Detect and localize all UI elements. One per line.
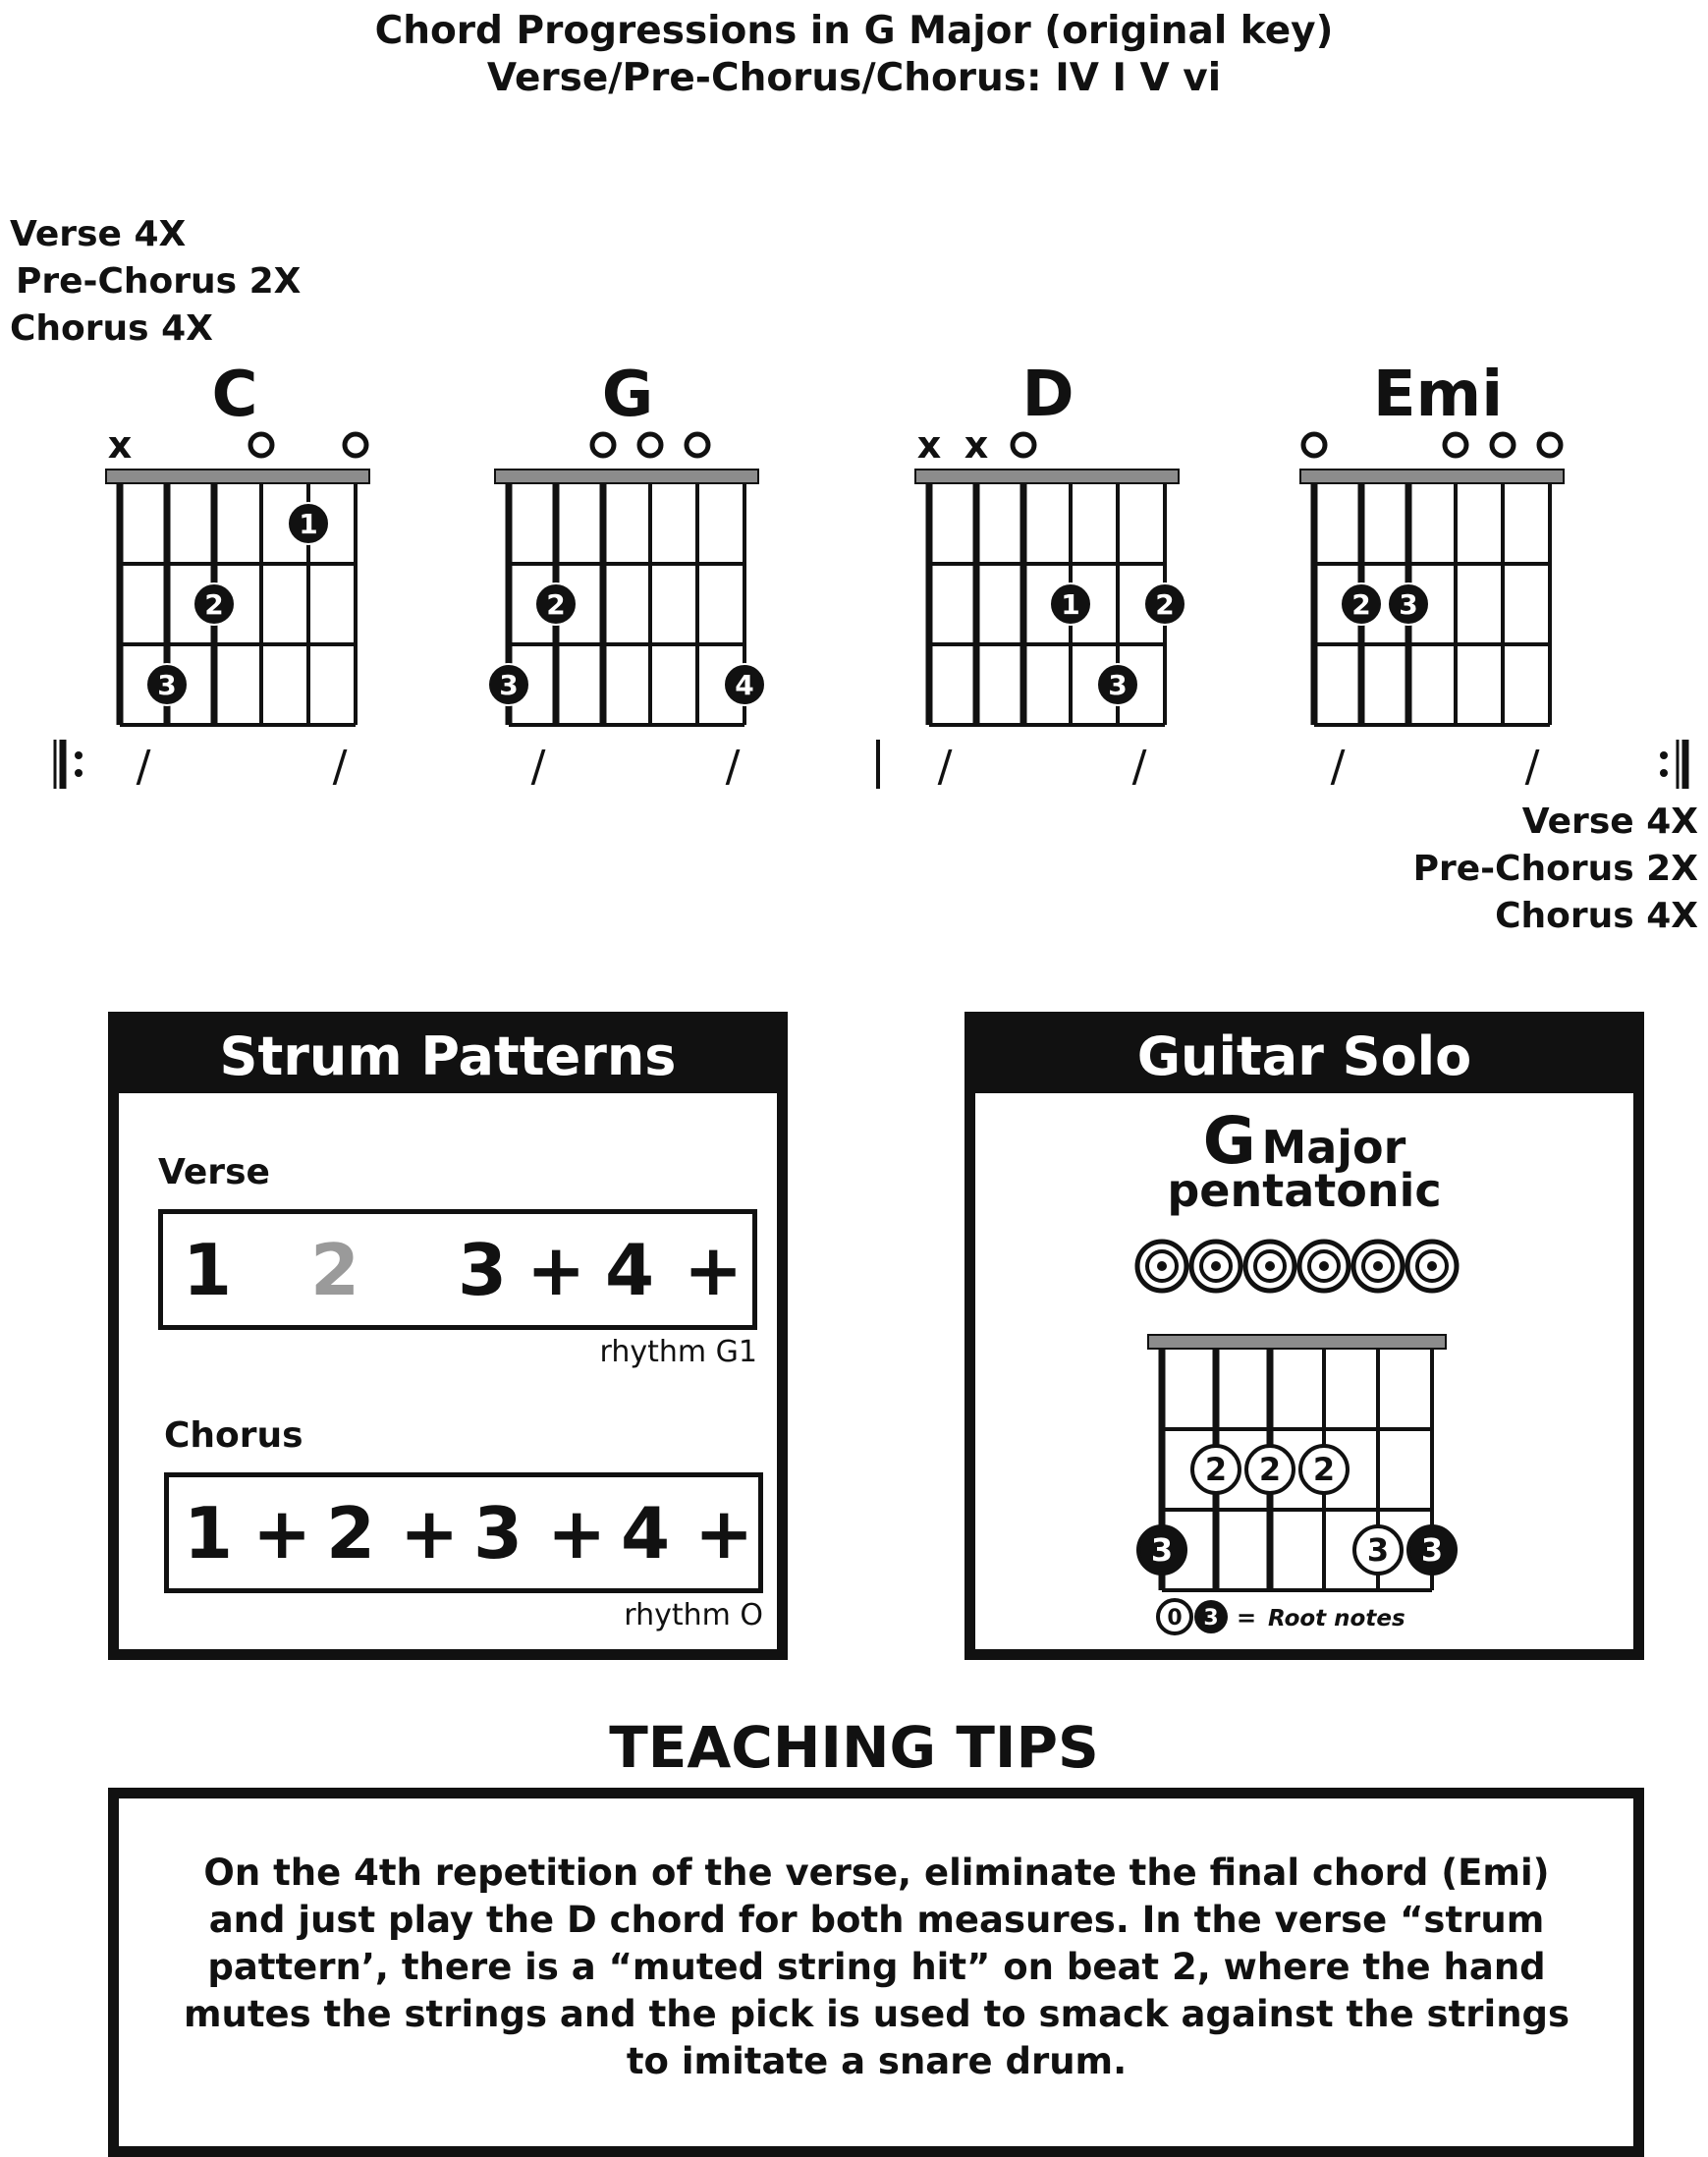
chorus-count-and-1: + (252, 1491, 312, 1575)
teaching-tips-heading: TEACHING TIPS (609, 1714, 1099, 1781)
rhythm-slash: / (937, 742, 953, 792)
repeat-prechorus-left: Pre-Chorus 2X (16, 261, 302, 302)
chord-diagram-c (106, 423, 369, 725)
chord-name-emi: Emi (1372, 359, 1504, 431)
finger-dot (288, 503, 329, 544)
scale-type: pentatonic (1167, 1164, 1442, 1217)
open-center-dot (1211, 1261, 1221, 1271)
page-title: Chord Progressions in G Major (original key) (374, 9, 1334, 53)
root-note-dot (1408, 1526, 1456, 1574)
guitar-solo-box (964, 1012, 1644, 1660)
guitar-solo-title: Guitar Solo (975, 1023, 1633, 1093)
chorus-count-3: 3 (473, 1491, 523, 1575)
open-center-dot (1373, 1261, 1383, 1271)
finger-number: 2 (546, 588, 566, 621)
rhythm-slash: / (725, 742, 741, 792)
finger-number: 2 (1351, 588, 1371, 621)
repeat-end-dot (1660, 751, 1668, 759)
open-string-marker (1013, 434, 1034, 456)
verse-count-box (158, 1209, 757, 1330)
open-string-marker (1492, 434, 1514, 456)
scale-note-dot (1300, 1446, 1348, 1493)
finger-number: 3 (499, 669, 519, 701)
finger-number: 1 (299, 508, 318, 540)
chorus-label: Chorus (164, 1415, 303, 1456)
finger-number: 3 (1108, 669, 1128, 701)
verse-count-and: + (526, 1228, 586, 1311)
finger-number: 4 (735, 669, 754, 701)
scale-note-dot (1192, 1446, 1240, 1493)
chorus-count-and-3: + (547, 1491, 607, 1575)
note-fret-number: 2 (1258, 1451, 1282, 1488)
repeat-start-dot (75, 751, 83, 759)
verse-count-3: 3 (458, 1228, 508, 1311)
teaching-tips-box (108, 1788, 1644, 2157)
open-string-marker (1539, 434, 1561, 456)
rhythm-slash: / (1524, 742, 1540, 792)
root-note-dot (1138, 1526, 1185, 1574)
finger-dot (146, 664, 188, 705)
chord-diagram-d (915, 423, 1185, 725)
open-string-marker (1303, 434, 1325, 456)
chorus-rhythm-ref: rhythm O (624, 1598, 763, 1632)
finger-dot (488, 664, 529, 705)
rhythm-slash-bar (0, 732, 1708, 801)
repeat-prechorus-right: Pre-Chorus 2X (1412, 849, 1698, 889)
chorus-count-and-2: + (400, 1491, 460, 1575)
open-string-circle (1407, 1242, 1457, 1291)
repeat-chorus-left: Chorus 4X (10, 308, 213, 349)
scale-note-dot (1246, 1446, 1294, 1493)
chord-nut (915, 470, 1179, 483)
root-notes-legend (1158, 1600, 1405, 1633)
repeat-verse-left: Verse 4X (10, 214, 187, 254)
scale-diagram (975, 1219, 1633, 1651)
open-string-circle (1299, 1242, 1349, 1291)
note-fret-number: 3 (1366, 1531, 1390, 1569)
scale-key-word: Major (1261, 1121, 1406, 1174)
verse-count-1: 1 (183, 1228, 233, 1311)
finger-dot (724, 664, 765, 705)
legend-open-symbol: 0 (1167, 1606, 1183, 1631)
rhythm-slash: / (530, 742, 546, 792)
chorus-count-2: 2 (326, 1491, 376, 1575)
chorus-count-4: 4 (621, 1491, 671, 1575)
chord-name-c: C (211, 359, 258, 431)
legend-text: Root notes (1268, 1606, 1405, 1632)
scale-nut (1148, 1335, 1446, 1349)
verse-label: Verse (158, 1152, 270, 1192)
open-string-marker (345, 434, 366, 456)
note-fret-number: 3 (1420, 1531, 1444, 1569)
open-string-circle (1191, 1242, 1240, 1291)
open-string-circle (1137, 1242, 1186, 1291)
legend-equals: = (1236, 1604, 1257, 1632)
open-string-marker (1445, 434, 1466, 456)
verse-count-4: 4 (605, 1228, 655, 1311)
legend-fretted-symbol: 3 (1203, 1606, 1219, 1631)
chord-diagrams (0, 422, 1708, 747)
open-string-marker (639, 434, 661, 456)
chorus-count-1: 1 (184, 1491, 234, 1575)
finger-dot (1341, 583, 1382, 625)
open-center-dot (1265, 1261, 1275, 1271)
verse-rhythm-ref: rhythm G1 (599, 1335, 757, 1369)
open-string-circle (1353, 1242, 1403, 1291)
open-string-circle (1245, 1242, 1295, 1291)
open-string-marker (687, 434, 708, 456)
note-fret-number: 2 (1312, 1451, 1336, 1488)
open-center-dot (1319, 1261, 1329, 1271)
chord-name-d: D (1021, 359, 1074, 431)
finger-number: 1 (1061, 588, 1080, 621)
chorus-count-and-4: + (694, 1491, 754, 1575)
open-center-dot (1427, 1261, 1437, 1271)
teaching-tips-text: On the 4th repetition of the verse, eliminate the final chord (Emi) and just play the D chord for both measures. In the verse “strum pattern’, there is a “muted string hit” on beat 2, where the hand mutes the strings and the pick is used to smack against the strings to imitate a snare drum. (183, 1852, 1570, 2082)
page-subtitle: Verse/Pre-Chorus/Chorus: IV I V vi (486, 56, 1222, 100)
rhythm-slash: / (1131, 742, 1147, 792)
finger-dot (1144, 583, 1185, 625)
chord-diagram-g (488, 434, 765, 725)
rhythm-slash: / (136, 742, 151, 792)
scale-note-dot (1354, 1526, 1402, 1574)
chord-nut (495, 470, 758, 483)
finger-dot (1097, 664, 1138, 705)
chord-name-g: G (601, 359, 654, 431)
muted-string-marker: x (964, 423, 989, 467)
chorus-count-box (164, 1472, 763, 1593)
repeat-verse-right: Verse 4X (1521, 802, 1698, 842)
repeat-chorus-right: Chorus 4X (1495, 896, 1698, 936)
verse-count-and-2: + (684, 1228, 744, 1311)
open-string-marker (250, 434, 272, 456)
chord-diagram-emi (1300, 434, 1564, 725)
finger-number: 2 (1155, 588, 1175, 621)
note-fret-number: 2 (1204, 1451, 1228, 1488)
repeat-start-dot (75, 769, 83, 777)
open-string-marker (592, 434, 614, 456)
rhythm-slash: / (332, 742, 348, 792)
finger-number: 3 (1399, 588, 1418, 621)
chord-nut (106, 470, 369, 483)
note-fret-number: 3 (1150, 1531, 1174, 1569)
open-center-dot (1157, 1261, 1167, 1271)
finger-dot (193, 583, 235, 625)
finger-dot (1388, 583, 1429, 625)
strum-patterns-title: Strum Patterns (119, 1023, 777, 1093)
finger-number: 3 (157, 669, 177, 701)
strum-patterns-box (108, 1012, 788, 1660)
repeat-end-dot (1660, 769, 1668, 777)
finger-number: 2 (204, 588, 224, 621)
rhythm-slash: / (1330, 742, 1346, 792)
muted-string-marker: x (916, 423, 942, 467)
finger-dot (1050, 583, 1091, 625)
verse-count-2-muted: 2 (310, 1228, 360, 1311)
finger-dot (535, 583, 577, 625)
muted-string-marker: x (107, 423, 133, 467)
scale-key-letter: G (1202, 1103, 1256, 1179)
chord-nut (1300, 470, 1564, 483)
